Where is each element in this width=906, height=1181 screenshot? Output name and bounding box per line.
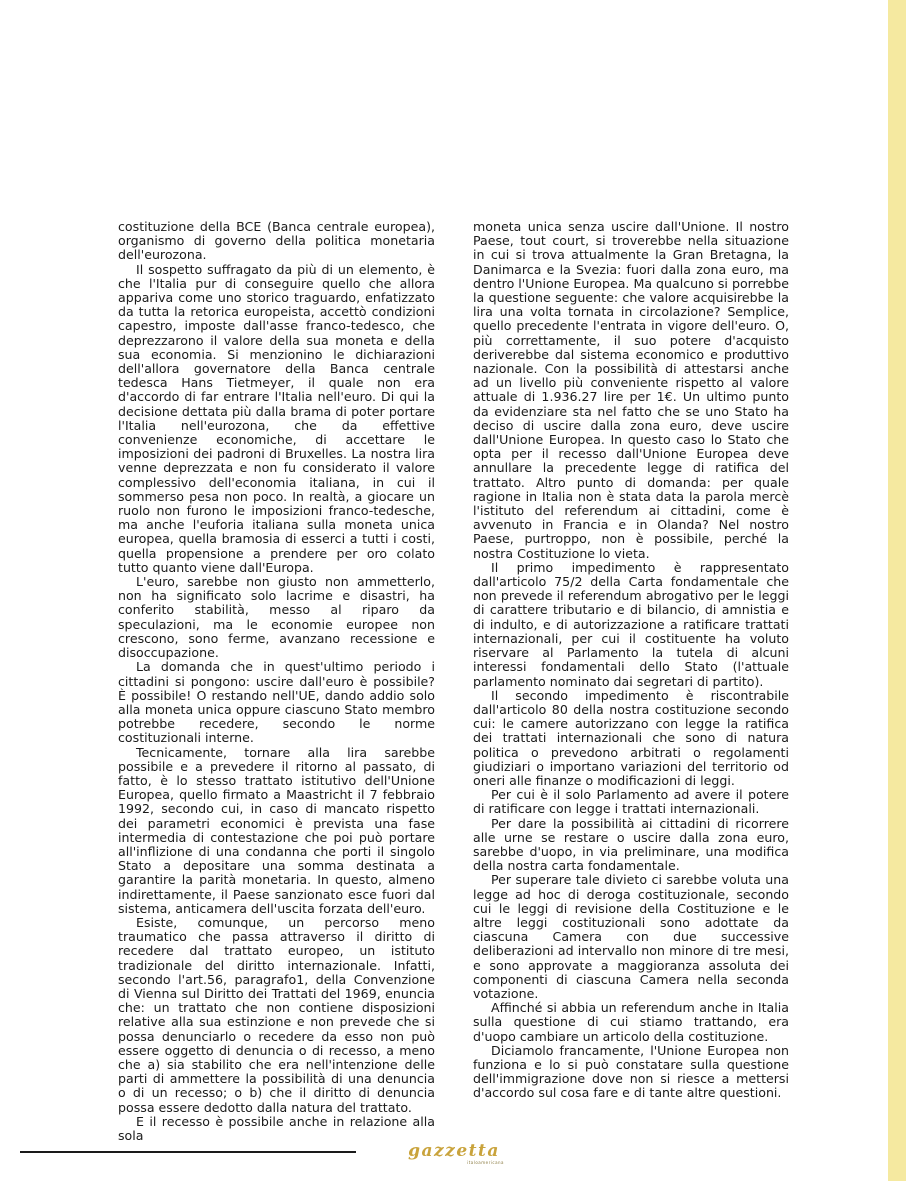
paragraph: Diciamolo francamente, l'Unione Europea non funziona e lo si può constatare sulla questione dell'immigrazione dove non si riesce a mettersi d'accordo sul cosa fare e di tante altre questioni. <box>473 1042 789 1101</box>
paragraph: Per cui è il solo Parlamento ad avere il potere di ratificare con legge i trattati internazionali. <box>473 787 789 817</box>
paragraph: Tecnicamente, tornare alla lira sarebbe possibile e a prevedere il ritorno al passato, di fatto, è lo stesso trattato istitutivo dell'Unione Europea, quello firmato a Maastricht il 7 febbraio 1992, secondo cui, in caso di mancato rispetto dei parametri economici è prevista una fase intermedia di contestazione che poi può portare all'inflizione di una condanna che porti il singolo Stato a depositare una somma destinata a garantire la parità monetaria. In questo, almeno indirettamente, il Paese sanzionato esce fuori dal sistema, anticamera dell'uscita forzata dell'euro. <box>118 744 435 916</box>
article-column-left <box>118 220 435 1143</box>
paragraph: Per superare tale divieto ci sarebbe voluta una legge ad hoc di deroga costituzionale, secondo cui le leggi di revisione della Costituzione e le altre leggi costituzionali sono adottate da ciascuna Camera con due successive deliberazioni ad intervallo non minore di tre mesi, e sono approvate a maggioranza assoluta dei componenti di ciascuna Camera nella seconda votazione. <box>473 872 789 1001</box>
footer-divider <box>20 1151 356 1153</box>
paragraph: Il primo impedimento è rappresentato dall'articolo 75/2 della Carta fondamentale che non prevede il referendum abrogativo per le leggi di carattere tributario e di bilancio, di amnistia e di indulto, e di autorizzazione a ratificare trattati internazionali, per cui il costituente ha voluto riservare al Parlamento la tutela di alcuni interessi fondamentali dello Stato (l'attuale parlamento nominato dai segretari di partito). <box>473 559 789 689</box>
side-color-stripe <box>888 0 906 1181</box>
paragraph: E il recesso è possibile anche in relazione alla sola <box>118 1113 435 1143</box>
paragraph: Il secondo impedimento è riscontrabile dall'articolo 80 della nostra costituzione secondo cui: le camere autorizzano con legge la ratifica dei trattati internazionali che sono di natura politica o prevedono arbitrati o regolamenti giudiziari o importano variazioni del territorio od oneri alle finanze o modificazioni di leggi. <box>473 687 789 788</box>
paragraph: Esiste, comunque, un percorso meno traumatico che passa attraverso il diritto di recedere dal trattato europeo, un istituto tradizionale del diritto internazionale. Infatti, secondo l'art.56, paragrafo1, della Convenzione di Vienna sul Diritto dei Trattati del 1969, enuncia che: un trattato che non contiene disposizioni relative alla sua estinzione e non prevede che si possa denunciarlo o recedere da esso non può essere oggetto di denuncia o di recesso, a meno che a) sia stabilito che era nell'intenzione delle parti di ammettere la possibilità di una denuncia o di un recesso; o b) che il diritto di denuncia possa essere dedotto dalla natura del trattato. <box>118 914 435 1115</box>
paragraph: La domanda che in quest'ultimo periodo i cittadini si pongono: uscire dall'euro è possibile? È possibile! O restando nell'UE, dando addio solo alla moneta unica oppure ciascuno Stato membro potrebbe recedere, secondo le norme costituzionali interne. <box>118 659 435 746</box>
paragraph: costituzione della BCE (Banca centrale europea), organismo di governo della politica monetaria dell'eurozona. <box>118 219 435 263</box>
logo-subtext: italoamericana <box>467 1160 504 1165</box>
paragraph: Il sospetto suffragato da più di un elemento, è che l'Italia pur di conseguire quello che allora appariva come uno storico traguardo, enfatizzato da tutta la retorica europeista, accettò condizioni capestro, imposte dall'asse franco-tedesco, che deprezzarono il valore della sua moneta e della sua economia. Si menzionino le dichiarazioni dell'allora governatore della Banca centrale tedesca Hans Tietmeyer, il quale non era d'accordo di far entrare l'Italia nell'euro. Di qui la decisione dettata più dalla brama di poter portare l'Italia nell'eurozona, che da effettive convenienze economiche, di accettare le imposizioni dei padroni di Bruxelles. La nostra lira venne deprezzata e non fu considerato il valore complessivo dell'economia italiana, in cui il sommerso pesa non poco. In realtà, a giocare un ruolo non furono le imposizioni franco-tedesche, ma anche l'euforia italiana sulla moneta unica europea, quella bramosia di esserci a tutti i costi, quella propensione a prendere per oro colato tutto quanto viene dall'Europa. <box>118 261 435 575</box>
paragraph: moneta unica senza uscire dall'Unione. Il nostro Paese, tout court, si troverebbe nella situazione in cui si trova attualmente la Gran Bretagna, la Danimarca e la Svezia: fuori dalla zona euro, ma dentro l'Unione Europea. Ma qualcuno si porrebbe la questione seguente: che valore acquisirebbe la lira una volta tornata in circolazione? Semplice, quello precedente l'entrata in vigore dell'euro. O, più correttamente, il suo potere d'acquisto deriverebbe dal sistema economico e produttivo nazionale. Con la possibilità di attestarsi anche ad un livello più conveniente rispetto al valore attuale di 1.936.27 lire per 1€. Un ultimo punto da evidenziare sta nel fatto che se uno Stato ha deciso di uscire dalla zona euro, deve uscire dall'Unione Europea. In questo caso lo Stato che opta per il recesso dall'Unione Europea deve annullare la precedente legge di ratifica del trattato. Altro punto di domanda: per quale ragione in Italia non è stata data la parola mercè l'istituto del referendum ai cittadini, come è avvenuto in Francia e in Olanda? Nel nostro Paese, purtroppo, non è possibile, perché la nostra Costituzione lo vieta. <box>473 219 789 561</box>
paragraph: L'euro, sarebbe non giusto non ammetterlo, non ha significato solo lacrime e disastri, ha conferito stabilità, messo al riparo da speculazioni, ma le economie europee non crescono, sono ferme, avanzano recessione e disoccupazione. <box>118 574 435 661</box>
paragraph: Per dare la possibilità ai cittadini di ricorrere alle urne se restare o uscire dalla zona euro, sarebbe d'uopo, in via preliminare, una modifica della nostra carta fondamentale. <box>473 815 789 874</box>
article-column-right <box>473 220 789 1101</box>
publication-logo <box>398 1142 510 1172</box>
logo-wordmark: gazzetta <box>408 1141 500 1161</box>
paragraph: Affinché si abbia un referendum anche in Italia sulla questione di cui stiamo trattando, era d'uopo cambiare un articolo della costituzione. <box>473 1000 789 1044</box>
